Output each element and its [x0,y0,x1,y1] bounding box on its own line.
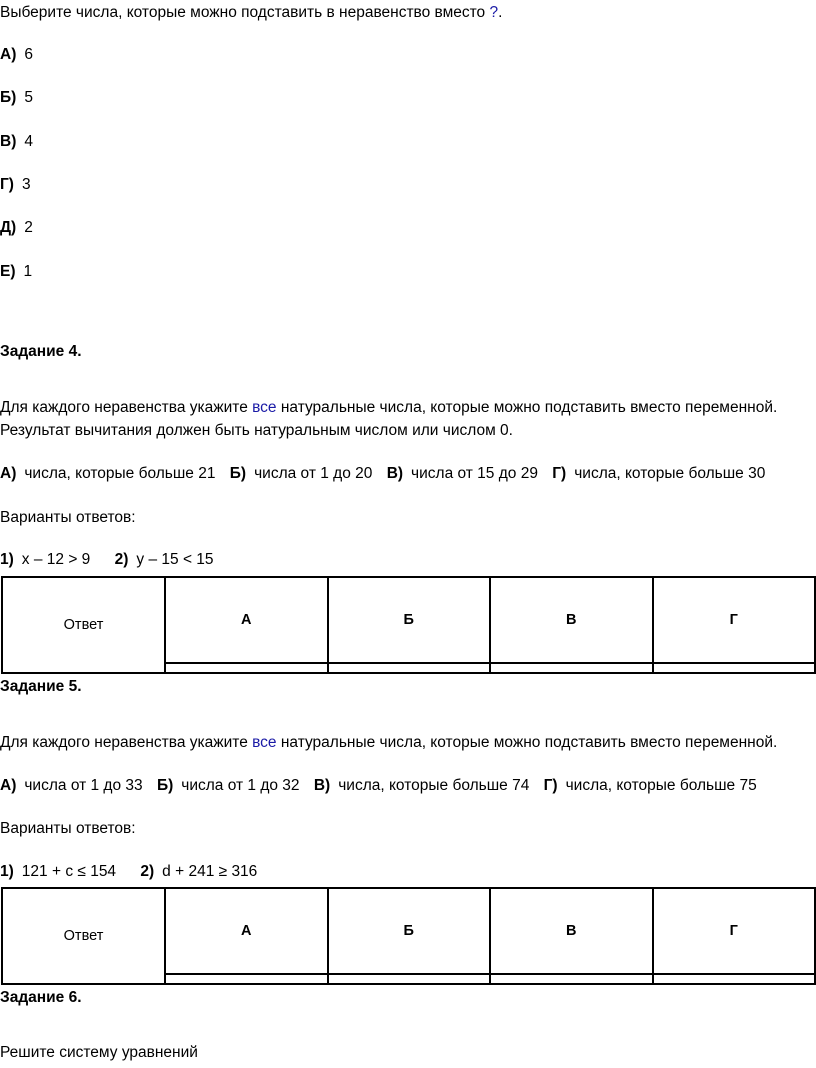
option-letter: Е) [0,263,16,280]
option-letter: Г) [0,176,14,193]
intro-period: . [498,4,503,21]
answer-cell-c[interactable] [490,663,653,673]
task5-variants-label: Варианты ответов: [0,820,136,837]
answer-cell-c[interactable] [490,974,653,984]
option-a [0,45,33,65]
inequality-expression: x – 12 > 9 [21,551,91,568]
answer-cell-a[interactable] [165,974,328,984]
column-header-b: Б [328,577,491,663]
choice-text: числа от 1 до 33 [24,777,143,794]
choice-text: числа, которые больше 75 [565,777,757,794]
choice-letter: Г) [543,777,558,794]
answer-cell-d[interactable] [653,974,816,984]
choice-text: числа, которые больше 74 [338,777,530,794]
option-letter: А) [0,46,17,63]
option-c [0,132,33,152]
option-letter: Б) [0,89,17,106]
task5-answer-table [1,887,816,985]
choice-letter: В) [313,777,331,794]
task4-heading: Задание 4. [0,343,82,360]
inequality-expression: 121 + c ≤ 154 [21,863,117,880]
choice-text: числа от 1 до 32 [181,777,300,794]
choice-text: числа от 1 до 20 [254,465,373,482]
choice-letter: Г) [552,465,567,482]
desc-text: натуральные числа, которые можно подставить вместо переменной. [276,399,778,416]
option-value: 4 [24,133,33,150]
option-value: 1 [23,263,33,280]
task4-note: Результат вычитания должен быть натуральным числом или числом 0. [0,422,513,439]
option-value: 6 [24,46,33,63]
task4-choices [0,464,765,484]
task5-inequalities [0,862,257,882]
choice-text: числа от 15 до 29 [411,465,538,482]
option-value: 5 [24,89,33,106]
task5-description [0,733,777,753]
inequality-number: 1) [0,863,14,880]
option-f [0,262,32,282]
desc-highlight: все [252,734,277,751]
option-e [0,218,33,238]
task6-text: Решите систему уравнений [0,1044,198,1061]
inequality-number: 2) [114,551,129,568]
option-b [0,88,33,108]
task4-answer-table [1,576,816,674]
choice-text: числа, которые больше 30 [574,465,766,482]
task6-heading: Задание 6. [0,989,82,1006]
inequality-number: 2) [140,863,155,880]
question-mark: ? [489,4,499,21]
answer-cell-b[interactable] [328,974,491,984]
desc-text: Для каждого неравенства укажите [0,734,253,751]
choice-text: числа, которые больше 21 [24,465,216,482]
column-header-b: Б [328,888,491,974]
task4-inequalities [0,550,214,570]
option-value: 2 [24,219,33,236]
option-value: 3 [21,176,31,193]
inequality-expression: y – 15 < 15 [136,551,214,568]
inequality-expression: d + 241 ≥ 316 [162,863,258,880]
column-header-c: В [490,577,653,663]
answer-label: Ответ [2,577,165,673]
column-header-a: А [165,888,328,974]
option-letter: В) [0,133,17,150]
choice-letter: А) [0,465,17,482]
inequality-number: 1) [0,551,14,568]
task5-heading: Задание 5. [0,678,82,695]
task5-choices [0,776,757,796]
desc-highlight: все [252,399,277,416]
option-letter: Д) [0,219,17,236]
column-header-d: Г [653,888,816,974]
option-d [0,175,31,195]
answer-cell-a[interactable] [165,663,328,673]
column-header-a: А [165,577,328,663]
intro-text: Выберите числа, которые можно подставить в неравенство вместо [0,4,490,21]
column-header-d: Г [653,577,816,663]
choice-letter: В) [386,465,404,482]
task4-variants-label: Варианты ответов: [0,509,136,526]
choice-letter: Б) [229,465,247,482]
answer-label: Ответ [2,888,165,984]
column-header-c: В [490,888,653,974]
desc-text: натуральные числа, которые можно подставить вместо переменной. [276,734,778,751]
task4-description [0,398,777,418]
choice-letter: Б) [156,777,174,794]
choice-letter: А) [0,777,17,794]
desc-text: Для каждого неравенства укажите [0,399,253,416]
intro-question [0,3,502,23]
answer-cell-d[interactable] [653,663,816,673]
answer-cell-b[interactable] [328,663,491,673]
